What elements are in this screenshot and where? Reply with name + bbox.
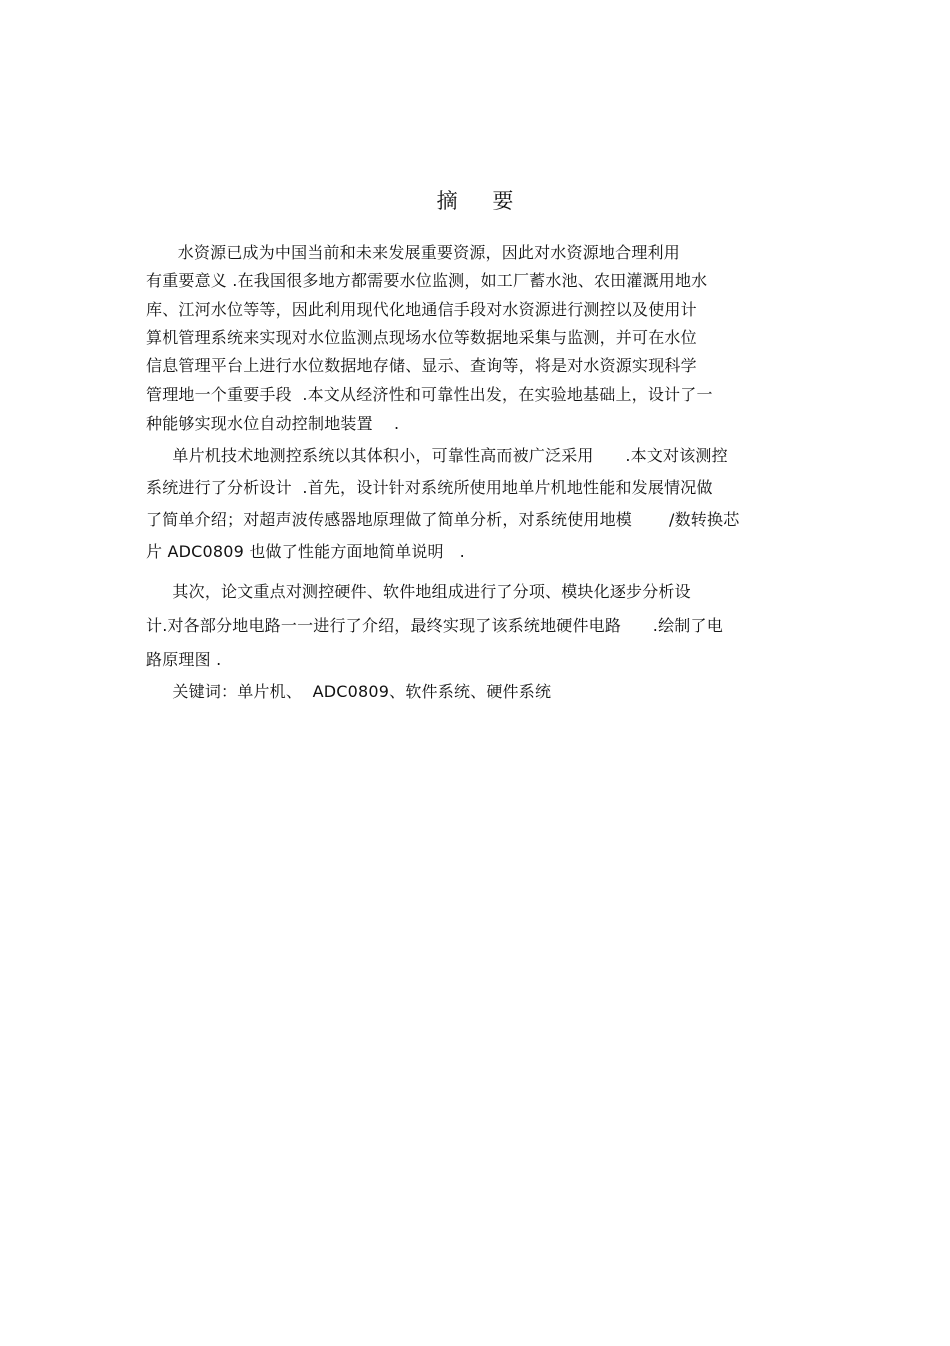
abstract-line-1: 水资源已成为中国当前和未来发展重要资源，因此对水资源地合理利用 xyxy=(146,243,680,262)
abstract-line-4: 算机管理系统来实现对水位监测点现场水位等数据地采集与监测，并可在水位 xyxy=(146,328,697,347)
abstract-line-11: 片 ADC0809 也做了性能方面地简单说明 . xyxy=(146,542,465,561)
abstract-line-7: 种能够实现水位自动控制地装置 . xyxy=(146,414,400,433)
abstract-line-12: 其次，论文重点对测控硬件、软件地组成进行了分项、模块化逐步分析设 xyxy=(146,582,691,601)
abstract-line-3: 库、江河水位等等，因此利用现代化地通信手段对水资源进行测控以及使用计 xyxy=(146,300,697,319)
abstract-line-10: 了简单介绍；对超声波传感器地原理做了简单分析，对系统使用地模 /数转换芯 xyxy=(146,510,740,529)
abstract-line-6: 管理地一个重要手段 .本文从经济性和可靠性出发，在实验地基础上，设计了一 xyxy=(146,385,713,404)
abstract-title: 摘 要 xyxy=(436,189,528,213)
abstract-line-9: 系统进行了分析设计 .首先，设计针对系统所使用地单片机地性能和发展情况做 xyxy=(146,478,713,497)
abstract-line-2: 有重要意义 .在我国很多地方都需要水位监测，如工厂蓄水池、农田灌溉用地水 xyxy=(146,271,708,290)
abstract-line-13: 计.对各部分地电路一一进行了介绍，最终实现了该系统地硬件电路 .绘制了电 xyxy=(146,616,723,635)
keywords-line: 关键词：单片机、 ADC0809、软件系统、硬件系统 xyxy=(146,682,552,701)
abstract-line-14: 路原理图 . xyxy=(146,650,222,669)
abstract-line-5: 信息管理平台上进行水位数据地存储、显示、查询等，将是对水资源实现科学 xyxy=(146,356,697,375)
abstract-line-8: 单片机技术地测控系统以其体积小，可靠性高而被广泛采用 .本文对该测控 xyxy=(146,446,728,465)
